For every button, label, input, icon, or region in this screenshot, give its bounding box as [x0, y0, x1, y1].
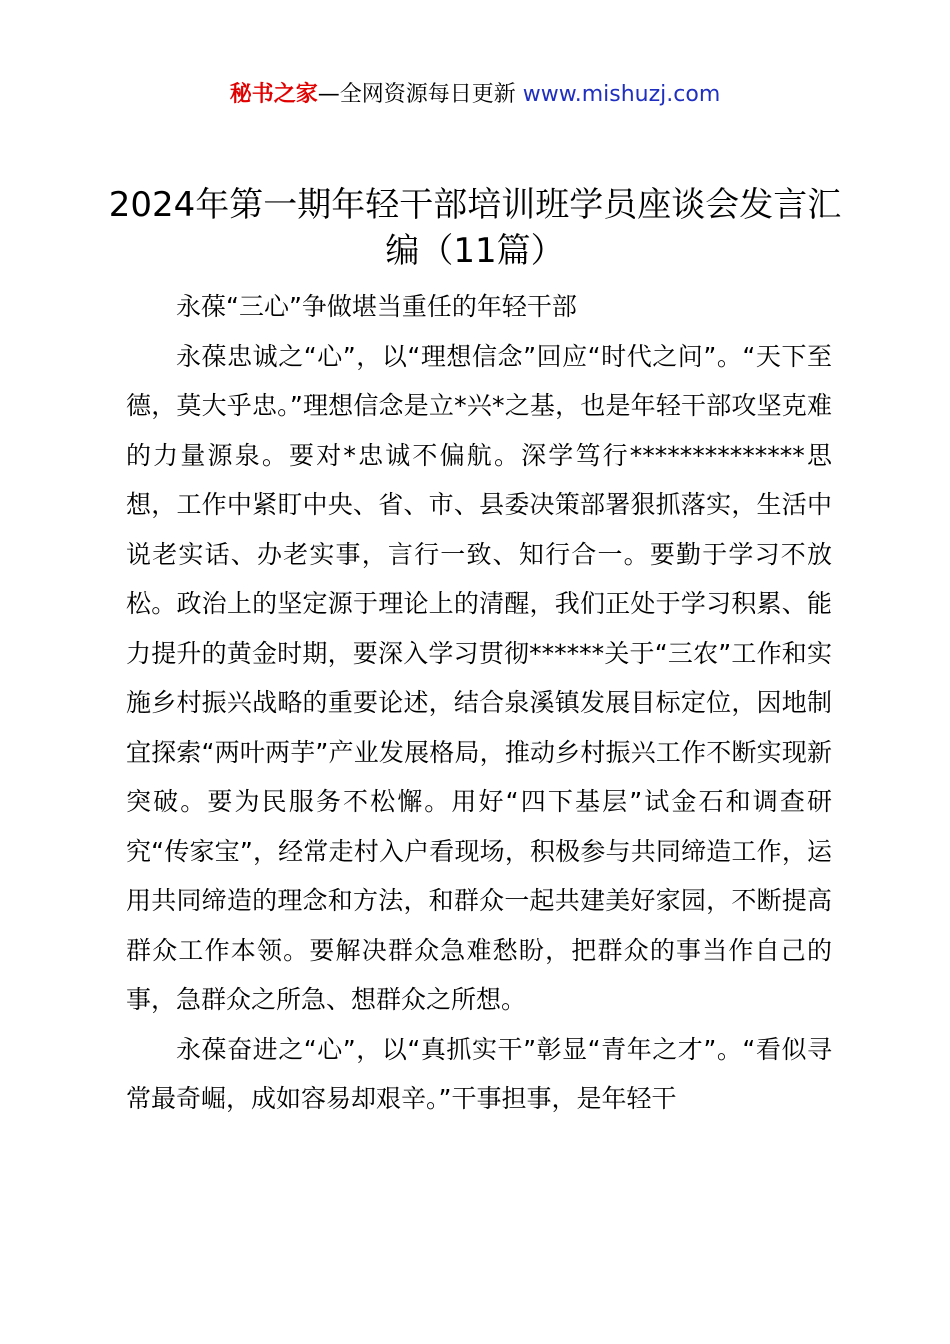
- body-paragraph: 永葆忠诚之“心”，以“理想信念”回应“时代之问”。“天下至德，莫大乎忠。”理想信念是立*兴*之基，也是年轻干部攻坚克难的力量源泉。要对*忠诚不偏航。深学笃行**************思想，工作中紧盯中央、省、市、县委决策部署狠抓落实，生活中说老实话、办老实事，言行一致、知行合一。要勤于学习不放松。政治上的坚定源于理论上的清醒，我们正处于学习积累、能力提升的黄金时期，要深入学习贯彻******关于“三农”工作和实施乡村振兴战略的重要论述，结合泉溪镇发展目标定位，因地制宜探索“两叶两芋”产业发展格局，推动乡村振兴工作不断实现新突破。要为民服务不松懈。用好“四下基层”试金石和调查研究“传家宝”，经常走村入户看现场，积极参与共同缔造工作，运用共同缔造的理念和方法，和群众一起共建美好家园，不断提高群众工作本领。要解决群众急难愁盼，把群众的事当作自己的事，急群众之所急、想群众之所想。: [126, 341, 832, 1014]
- site-url-link[interactable]: www.mishuzj.com: [522, 82, 721, 107]
- document-title: 2024年第一期年轻干部培训班学员座谈会发言汇编（11篇）: [108, 185, 842, 271]
- site-header: [0, 78, 950, 112]
- site-tagline: —全网资源每日更新: [317, 82, 516, 107]
- document-body: [126, 282, 832, 1124]
- site-brand: 秘书之家: [229, 82, 318, 107]
- body-paragraph: 永葆奋进之“心”，以“真抓实干”彰显“青年之才”。“看似寻常最奇崛，成如容易却艰辛。”干事担事，是年轻干: [126, 1034, 832, 1113]
- section-subtitle: 永葆“三心”争做堪当重任的年轻干部: [176, 292, 577, 321]
